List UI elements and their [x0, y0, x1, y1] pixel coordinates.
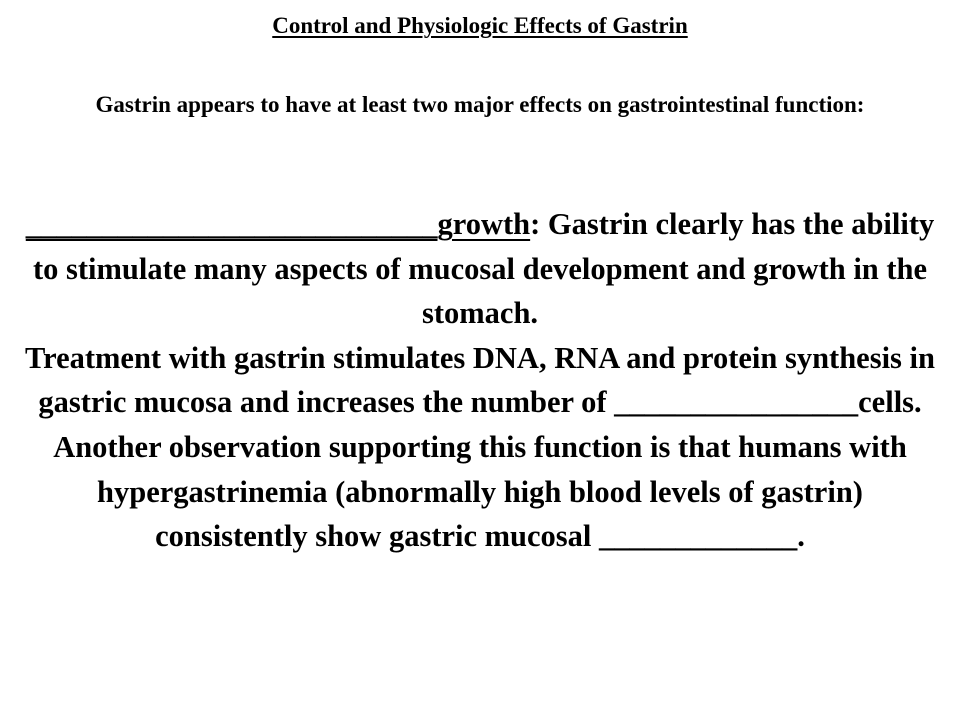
slide-body [20, 202, 940, 559]
sentence-end: . [797, 519, 805, 554]
paragraph-observation [20, 425, 940, 559]
cells-word: cells. [858, 385, 922, 420]
paragraph-growth [20, 202, 940, 336]
mucosal-blank: _____________ [599, 519, 798, 554]
paragraph-treatment [20, 336, 940, 425]
growth-description: : Gastrin clearly has the ability to stimulate many aspects of mucosal development and growth in the stomach. [32, 207, 935, 331]
growth-term: growth [437, 207, 531, 241]
observation-text: Another observation supporting this function is that humans with hypergastrinemia (abnormally high blood levels of gastrin) consistently show gastric mucosal [53, 429, 907, 554]
blank-line: ___________________________ [25, 207, 438, 241]
treatment-text: Treatment with gastrin stimulates DNA, RNA and protein synthesis in gastric mucosa and increases the number of [25, 340, 935, 420]
intro-text: Gastrin appears to have at least two major effects on gastrointestinal function: [95, 92, 865, 117]
fill-in-blank-growth [26, 207, 530, 241]
cells-blank: ________________ [614, 385, 859, 420]
slide-title: Control and Physiologic Effects of Gastrin [272, 13, 688, 38]
